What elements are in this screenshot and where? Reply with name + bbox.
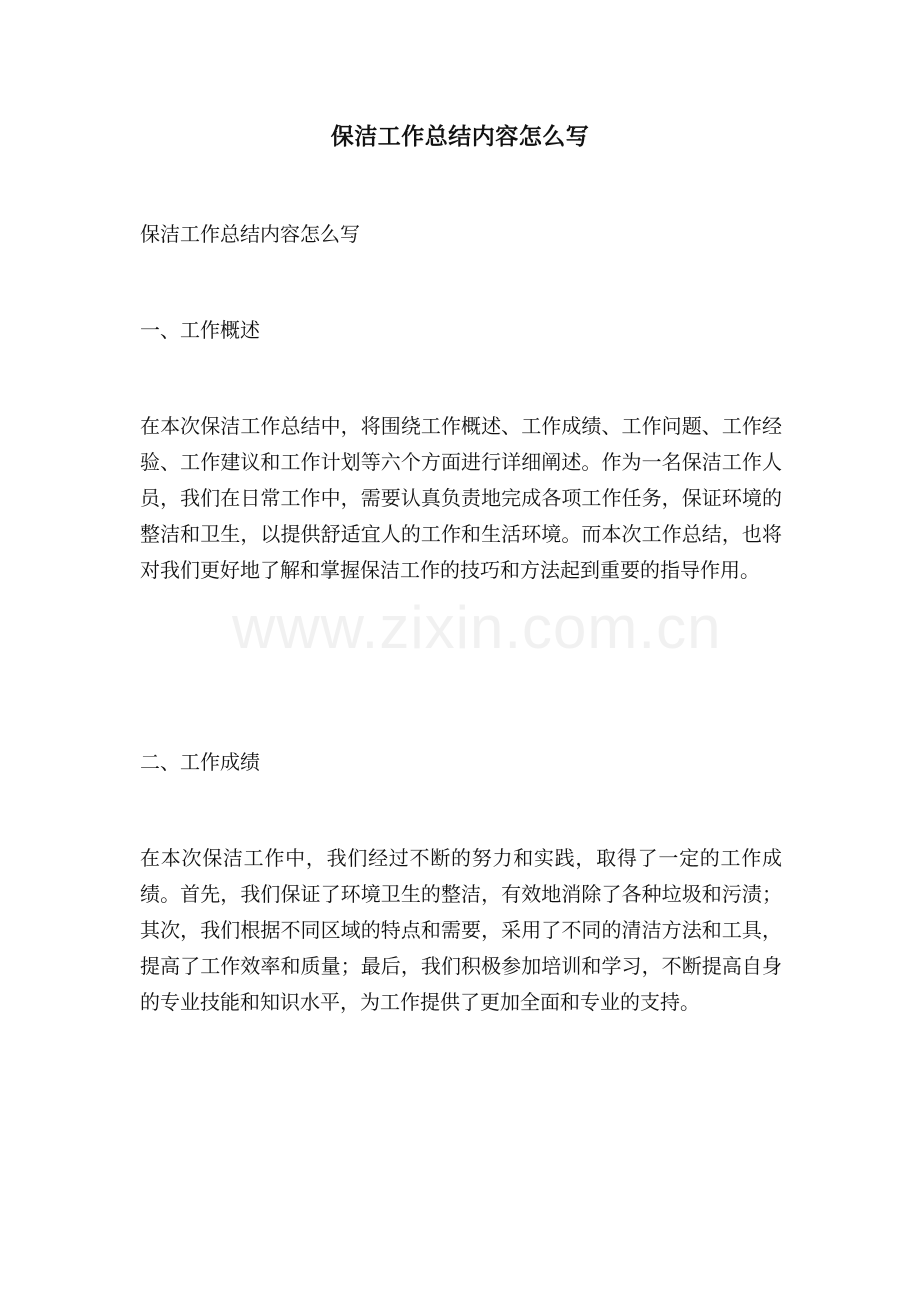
- section-paragraph-achievements: 在本次保洁工作中，我们经过不断的努力和实践，取得了一定的工作成绩。首先，我们保证了环境卫生的整洁，有效地消除了各种垃圾和污渍；其次，我们根据不同区域的特点和需要，采用了不同的清洁方法和工具，提高了工作效率和质量；最后，我们积极参加培训和学习，不断提高自身的专业技能和知识水平，为工作提供了更加全面和专业的支持。: [140, 846, 782, 1014]
- document-subtitle: 保洁工作总结内容怎么写: [140, 222, 360, 246]
- section-heading-achievements: 二、工作成绩: [140, 750, 260, 774]
- section-heading-overview: 一、工作概述: [140, 318, 260, 342]
- section-paragraph-overview: 在本次保洁工作总结中，将围绕工作概述、工作成绩、工作问题、工作经验、工作建议和工作计划等六个方面进行详细阐述。作为一名保洁工作人员，我们在日常工作中，需要认真负责地完成各项工作任务，保证环境的整洁和卫生，以提供舒适宜人的工作和生活环境。而本次工作总结，也将对我们更好地了解和掌握保洁工作的技巧和方法起到重要的指导作用。: [140, 414, 782, 582]
- watermark: www.zixin.com.cn: [232, 594, 722, 661]
- document-title: 保洁工作总结内容怎么写: [330, 123, 590, 150]
